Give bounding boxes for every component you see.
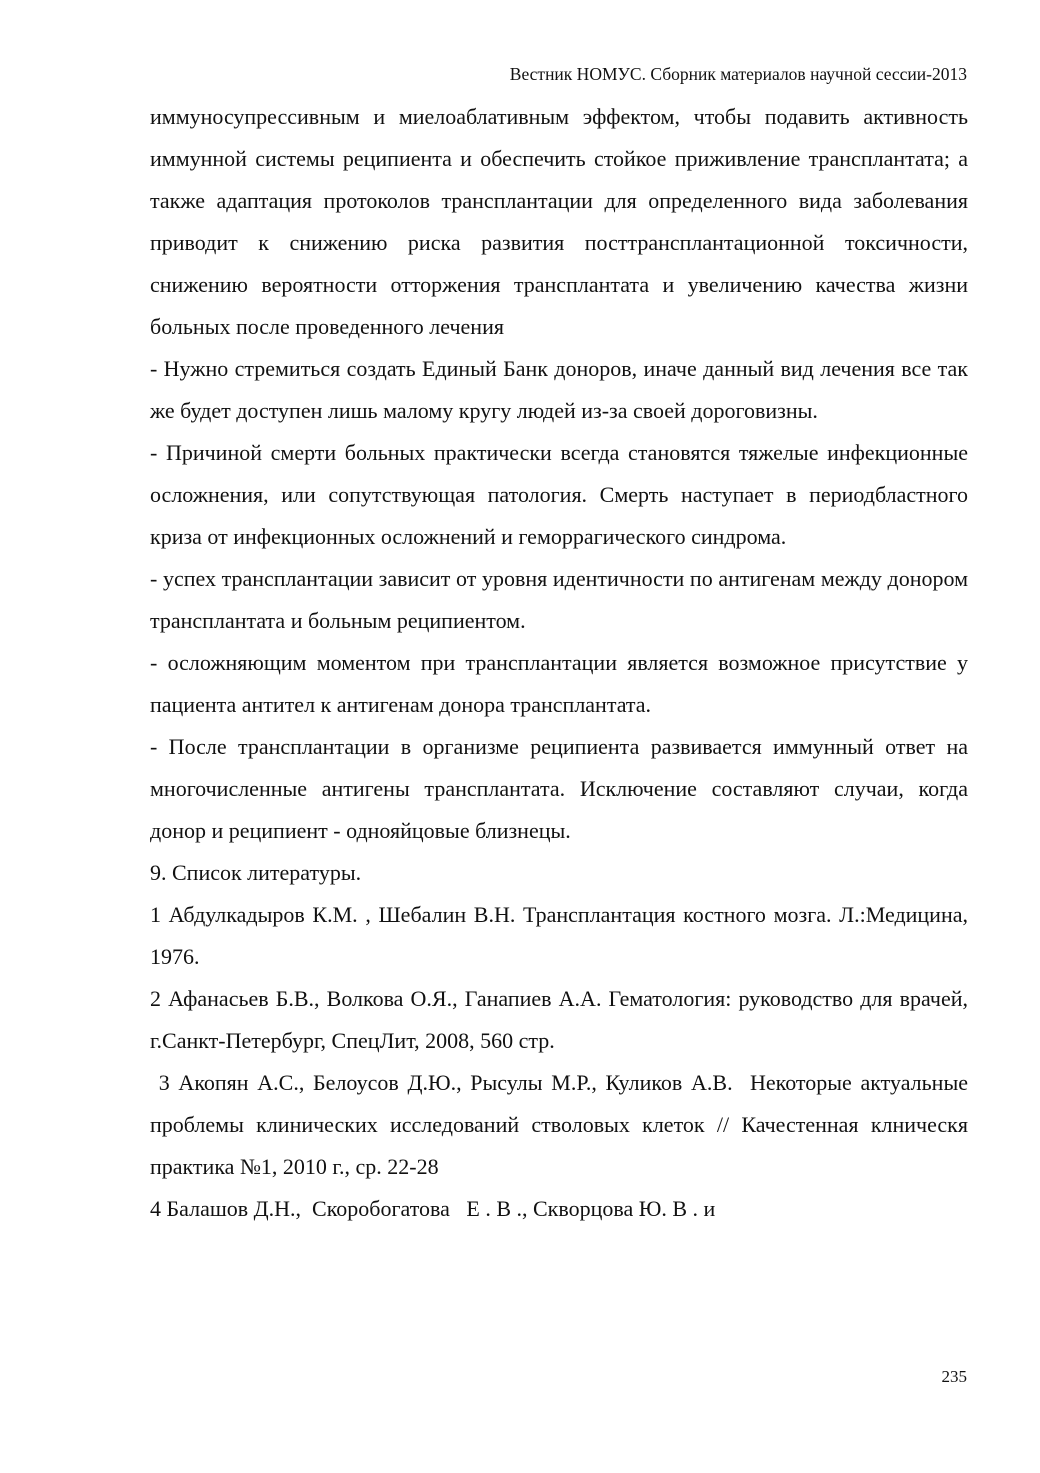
body-text (150, 96, 974, 1230)
paragraph-donor-bank: - Нужно стремиться создать Единый Банк доноров, иначе данный вид лечения все так же будет доступен лишь малому кругу людей из-за своей дороговизны. (150, 356, 968, 423)
page-number: 235 (941, 1367, 967, 1386)
paragraph-antibodies: - осложняющим моментом при трансплантации является возможное присутствие у пациента антител к антигенам донора трансплантата. (150, 650, 968, 717)
references-heading: 9. Список литературы. (150, 860, 362, 885)
reference-item: 3 Акопян А.С., Белоусов Д.Ю., Рысулы М.Р., Куликов А.В. Некоторые актуальные проблемы клинических исследований стволовых клеток // Качестенная клническя практика №1, 2010 г., ср. 22-28 (150, 1070, 974, 1179)
reference-item: 2 Афанасьев Б.В., Волкова О.Я., Ганапиев А.А. Гематология: руководство для врачей, г.Санкт-Петербург, СпецЛит, 2008, 560 стр. (150, 986, 974, 1053)
paragraph-immune-response: - После трансплантации в организме реципиента развивается иммунный ответ на многочисленные антигены трансплантата. Исключение составляют случаи, когда донор и реципиент - однояйцовые близнецы. (150, 734, 968, 843)
paragraph-conclusion-continued: иммуносупрессивным и миелоаблативным эффектом, чтобы подавить активность иммунной системы реципиента и обеспечить стойкое приживление трансплантата; а также адаптация протоколов трансплантации для определенного вида заболевания приводит к снижению риска развития посттрансплантационной токсичности, снижению вероятности отторжения трансплантата и увеличению качества жизни больных после проведенного лечения (150, 104, 968, 339)
running-header: Вестник НОМУС. Сборник материалов научной сессии-2013 (509, 64, 967, 84)
paragraph-mortality: - Причиной смерти больных практически всегда становятся тяжелые инфекционные осложнения, или сопутствующая патология. Смерть наступает в периодбластного криза от инфекционных осложнений и геморрагического синдрома. (150, 440, 968, 549)
paragraph-antigen-identity: - успех трансплантации зависит от уровня идентичности по антигенам между донором трансплантата и больным реципиентом. (150, 566, 968, 633)
reference-item: 4 Балашов Д.Н., Скоробогатова Е . В ., Скворцова Ю. В . и (150, 1196, 716, 1221)
reference-item: 1 Абдулкадыров К.М. , Шебалин В.Н. Трансплантация костного мозга. Л.:Медицина, 1976. (150, 902, 968, 969)
